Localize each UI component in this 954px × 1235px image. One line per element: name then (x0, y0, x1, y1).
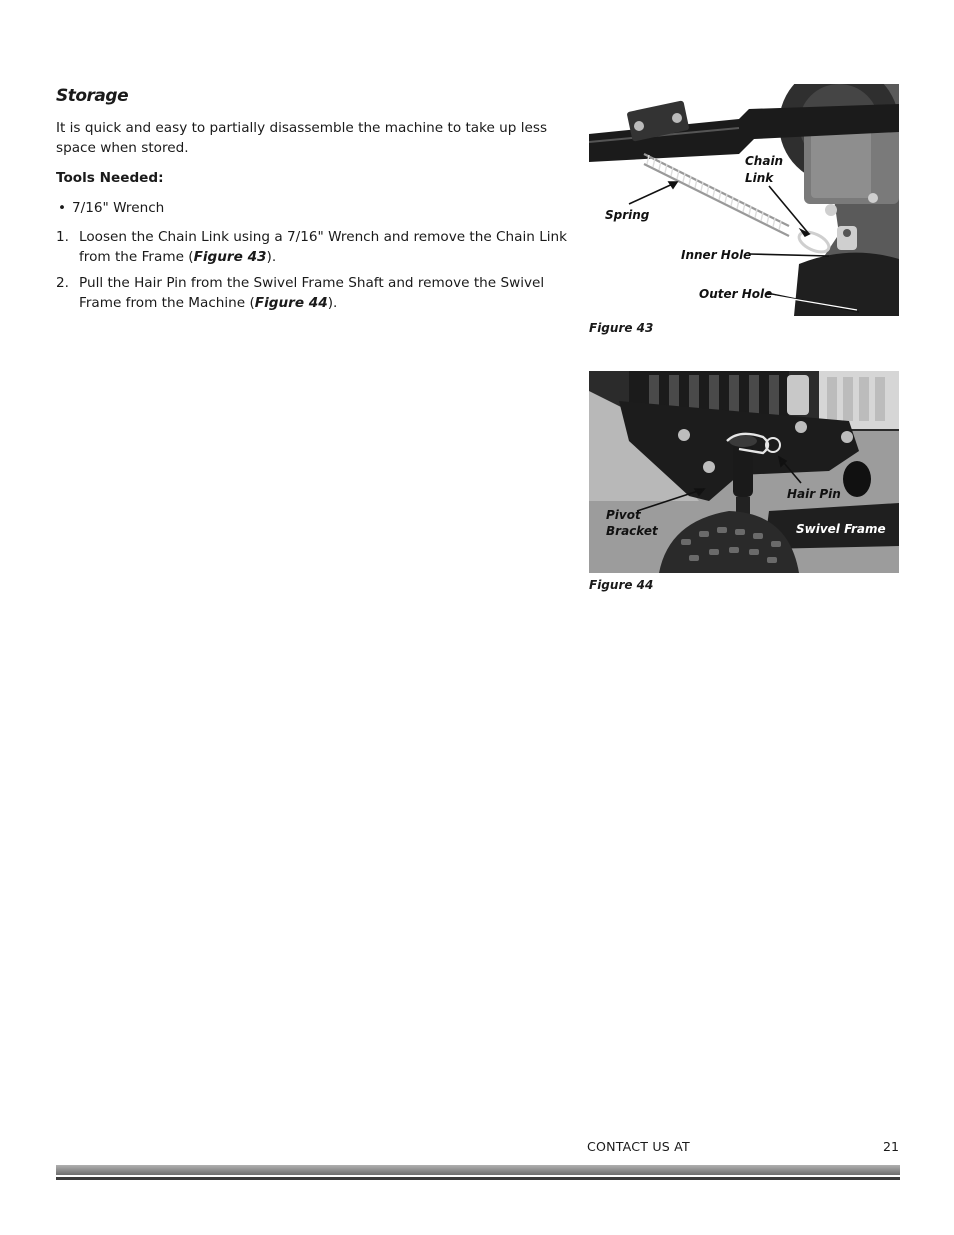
label-outer-hole: Outer Hole (699, 287, 773, 301)
label-inner-hole: Inner Hole (681, 248, 752, 262)
step-text-end: ). (327, 295, 338, 311)
label-pivot: Pivot (606, 508, 641, 522)
label-swivel-frame: Swivel Frame (796, 522, 886, 536)
label-chain: Chain (745, 154, 784, 168)
figure-43 (589, 84, 899, 335)
footer-bar (56, 1165, 900, 1175)
figure-43-photo (589, 84, 899, 316)
page-number: 21 (883, 1139, 900, 1154)
step-text: Pull the Hair Pin from the Swivel Frame Shaft and remove the Swivel Frame from the Machine ( (79, 275, 545, 311)
step-item (56, 273, 572, 313)
figure-44 (589, 371, 899, 592)
step-item (56, 227, 572, 267)
step-text: Loosen the Chain Link using a 7/16" Wrench and remove the Chain Link from the Frame ( (79, 229, 568, 265)
step-number: 1. (56, 229, 69, 245)
figure-43-caption: Figure 43 (589, 321, 654, 335)
figure-44-photo (589, 371, 899, 573)
figure-44-caption: Figure 44 (589, 578, 654, 592)
step-text-end: ). (266, 249, 277, 265)
label-bracket: Bracket (606, 524, 658, 538)
footer-contact: CONTACT US AT (587, 1139, 690, 1154)
step-number: 2. (56, 275, 69, 291)
figure-reference: Figure 43 (193, 249, 267, 265)
label-hair-pin: Hair Pin (787, 487, 841, 501)
tools-list (56, 198, 572, 218)
intro-paragraph: It is quick and easy to partially disassemble the machine to take up less space when stored. (56, 120, 548, 156)
tool-item: • 7/16" Wrench (56, 198, 572, 218)
label-spring: Spring (605, 208, 650, 222)
figure-reference: Figure 44 (254, 295, 328, 311)
main-text-column (56, 86, 572, 319)
footer-rule (56, 1177, 900, 1180)
label-link: Link (745, 171, 774, 185)
tools-needed-heading: Tools Needed: (56, 170, 164, 186)
section-title: Storage (56, 86, 129, 106)
steps-list (56, 227, 572, 313)
